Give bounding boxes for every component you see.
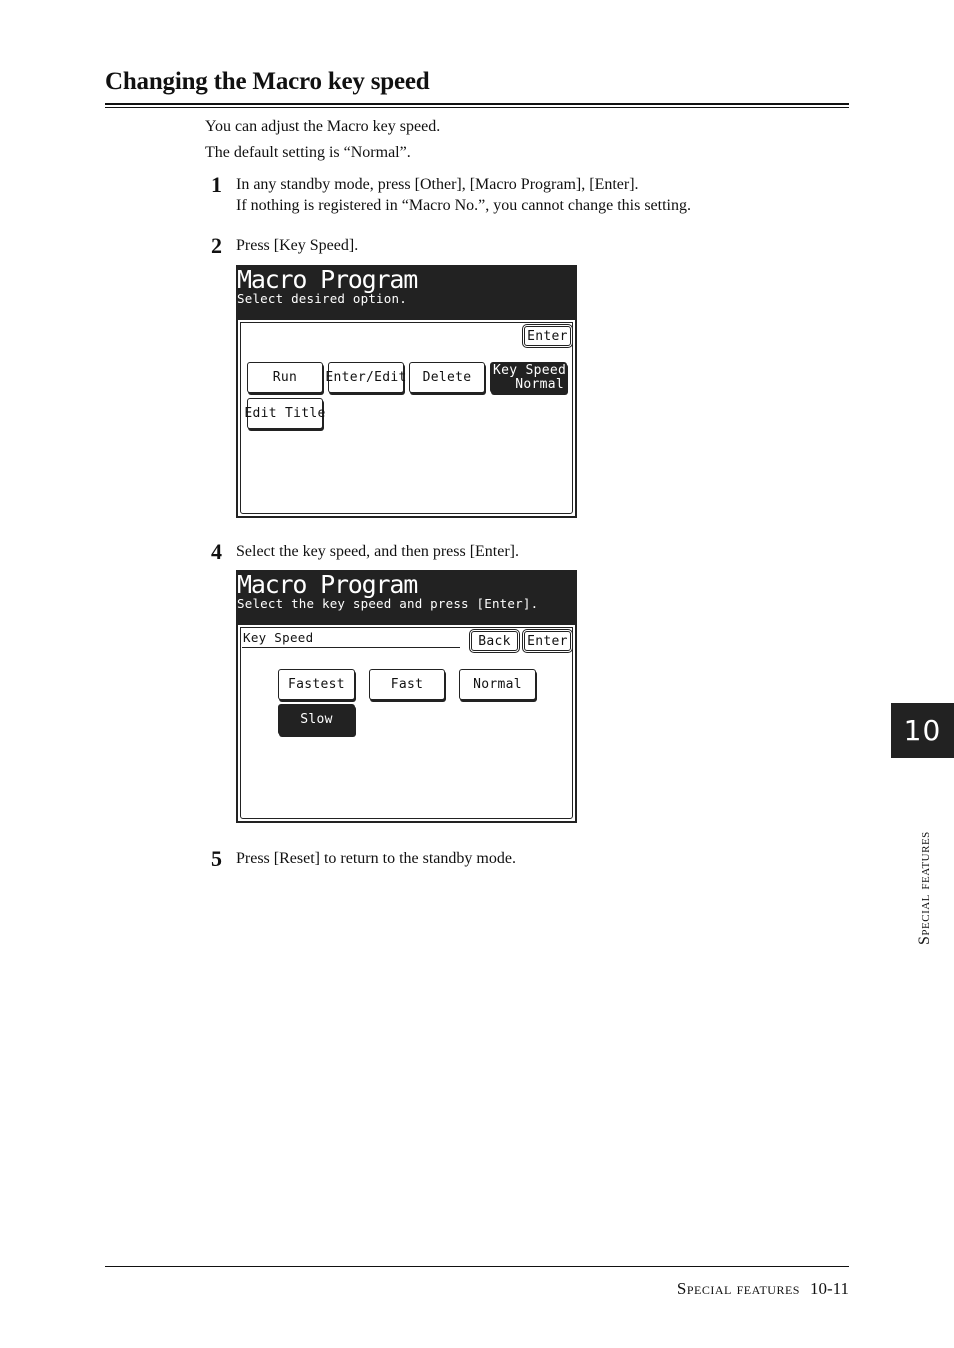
- step-1-text-line-2: If nothing is registered in “Macro No.”, you cannot change this setting.: [236, 197, 691, 214]
- footer-section-name: Special features: [676, 1279, 800, 1298]
- back-button[interactable]: Back: [471, 631, 518, 651]
- step-1-text-line-1: In any standby mode, press [Other], [Macro Program], [Enter].: [236, 176, 639, 193]
- key-speed-button-label: Key Speed: [493, 362, 567, 378]
- screen-title: Macro Program: [237, 570, 418, 599]
- chapter-side-label: Special features: [916, 831, 933, 945]
- step-number-4: 4: [211, 539, 222, 564]
- edit-title-button[interactable]: Edit Title: [247, 398, 323, 429]
- run-button[interactable]: Run: [247, 362, 323, 393]
- delete-button[interactable]: Delete: [409, 362, 485, 393]
- screen-panel: [236, 320, 577, 518]
- step-4-text: Select the key speed, and then press [Enter].: [236, 543, 520, 560]
- screen-header: [236, 265, 577, 320]
- lcd-screen-macro-menu: [236, 265, 577, 520]
- normal-option[interactable]: Normal: [459, 669, 536, 700]
- screen-subtitle: Select desired option.: [237, 291, 407, 306]
- slow-option[interactable]: Slow: [278, 704, 355, 735]
- intro-line-1: You can adjust the Macro key speed.: [205, 118, 441, 135]
- chapter-tab: 10: [891, 703, 954, 758]
- intro-line-2: The default setting is “Normal”.: [205, 144, 411, 161]
- heading-rule-thin: [105, 107, 849, 108]
- screen-panel: [236, 625, 577, 823]
- screen-subtitle: Select the key speed and press [Enter].: [237, 596, 539, 611]
- lcd-screen-key-speed: [236, 570, 577, 825]
- section-heading: Changing the Macro key speed: [105, 68, 430, 95]
- footer-rule: [105, 1266, 849, 1267]
- screen-header: [236, 570, 577, 625]
- screen-title: Macro Program: [237, 265, 418, 294]
- page-footer: [677, 1279, 849, 1299]
- step-2-text: Press [Key Speed].: [236, 237, 359, 254]
- heading-rule: [105, 103, 849, 105]
- enter-edit-button[interactable]: Enter/Edit: [328, 362, 404, 393]
- key-speed-button[interactable]: [490, 362, 567, 393]
- page-number: 10-11: [809, 1279, 849, 1298]
- fast-option[interactable]: Fast: [369, 669, 445, 700]
- enter-button[interactable]: Enter: [524, 631, 571, 651]
- key-speed-button-value: Normal: [515, 376, 564, 392]
- fastest-option[interactable]: Fastest: [278, 669, 355, 700]
- step-5-text: Press [Reset] to return to the standby mode.: [236, 850, 516, 867]
- key-speed-field-label: Key Speed: [243, 630, 314, 645]
- step-number-2: 2: [211, 233, 222, 258]
- step-number-5: 5: [211, 846, 222, 871]
- field-underline: [242, 647, 460, 648]
- step-number-1: 1: [211, 172, 222, 197]
- enter-button[interactable]: Enter: [524, 326, 571, 346]
